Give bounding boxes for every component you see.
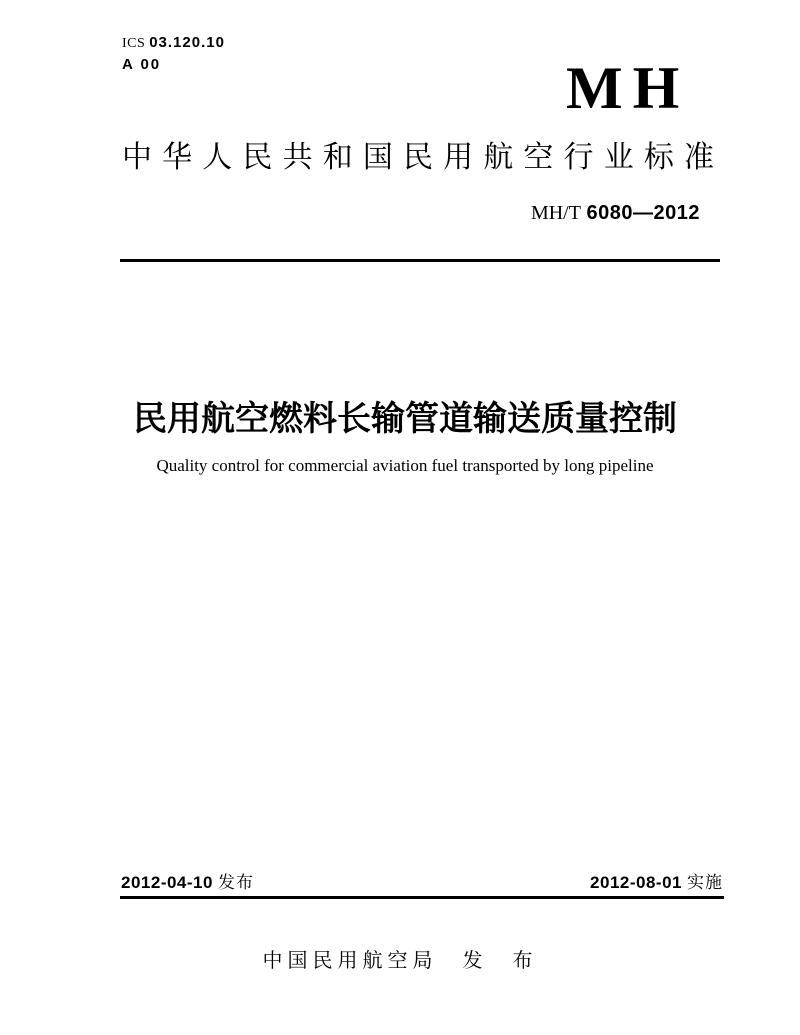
implement-date-label: 实施 — [687, 873, 723, 892]
bottom-divider-rule — [120, 896, 724, 899]
ics-block — [122, 34, 225, 75]
footer-dates-row — [121, 872, 723, 894]
implement-date: 2012-08-01 — [590, 873, 682, 892]
classification-code: A 00 — [122, 55, 162, 73]
national-standard-heading: 中 华 人 民 共 和 国 民 用 航 空 行 业 标 准 — [122, 141, 714, 174]
issue-date: 2012-04-10 — [121, 873, 213, 892]
document-title-english: Quality control for commercial aviation fuel transported by long pipeline — [156, 456, 654, 475]
ics-code: 03.120.10 — [149, 34, 225, 51]
issue-date-group — [121, 872, 254, 894]
standard-number-prefix: MH/T — [530, 202, 581, 224]
standard-number-value: 6080—2012 — [586, 202, 700, 224]
top-divider-rule — [120, 259, 720, 262]
document-title-chinese: 民用航空燃料长输管道输送质量控制 — [133, 400, 677, 438]
mh-logo: MH — [566, 55, 690, 121]
ics-label: ICS — [122, 36, 146, 51]
ics-code-line — [122, 34, 225, 53]
standard-number — [531, 202, 700, 225]
implement-date-group — [590, 872, 723, 894]
issue-date-label: 发布 — [217, 873, 254, 892]
publisher-line: 中国民用航空局 发 布 — [262, 950, 538, 972]
